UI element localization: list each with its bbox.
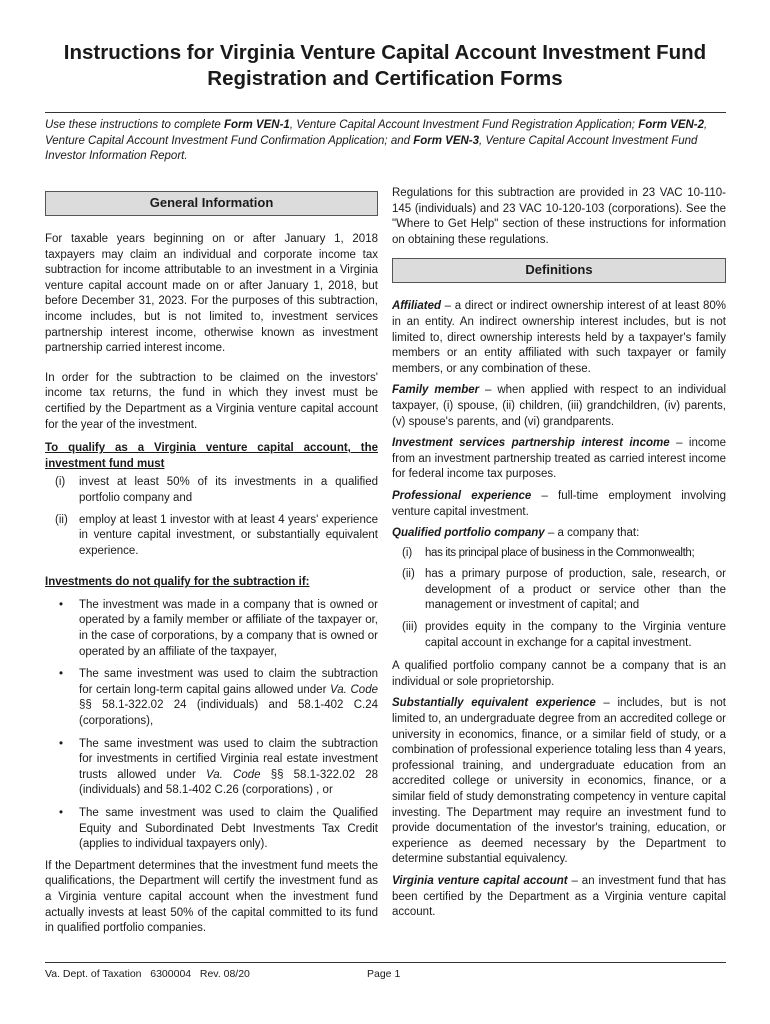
list-item xyxy=(45,667,378,729)
page-number: Page 1 xyxy=(367,968,401,980)
intro-paragraph xyxy=(45,118,726,165)
footer-form-info: Va. Dept. of Taxation 6300004 Rev. 08/20 xyxy=(45,968,250,980)
list-item xyxy=(392,620,726,651)
qpc-list xyxy=(392,546,726,652)
definition-virginia-venture-capital-account: Virginia venture capital account – an investment fund that has been certified by the Department as a Virginia venture capital account. xyxy=(392,874,726,919)
title-divider xyxy=(45,112,726,113)
intro-text: , Venture Capital Account Investment Fund Confirmation Application; and xyxy=(45,119,708,147)
qpc-note: A qualified portfolio company cannot be a company that is an individual or sole proprietorship. xyxy=(392,660,726,688)
bullet-icon: • xyxy=(59,668,64,681)
intro-text: , Venture Capital Account Investment Fund Registration Application; xyxy=(289,119,639,131)
list-text: The investment was made in a company that is owned or operated by a family member or affiliate of the taxpayer or, in the case of corporations, by a company that is owned or operated by an affiliate of the taxpayer, xyxy=(79,598,378,658)
list-item xyxy=(45,475,378,506)
footer-divider xyxy=(45,962,726,963)
definition-professional-experience: Professional experience – full-time employment involving venture capital investment. xyxy=(392,489,727,518)
not-qualify-heading: Investments do not qualify for the subtraction if: xyxy=(45,576,310,589)
list-text: The same investment was used to claim the subtraction for investments in certified Virginia real estate investment trusts allowed under Va. Code §§ 58.1-322.02 28 (individuals) and 58.1-402 C.26 (corporations) , or xyxy=(79,737,378,797)
list-number: (ii) xyxy=(55,513,68,526)
list-text: employ at least 1 investor with at least 4 years' experience in venture capital investment, or substantially equivalent experience. xyxy=(79,513,378,557)
general-paragraph-1: For taxable years beginning on or after January 1, 2018 taxpayers may claim an individual and corporate income tax subtraction for income attributable to an investment in a Virginia venture capital account made on or after January 1, 2018, but before December 31, 2023. For the purposes of this subtraction, income includes, but is not limited to, investment services partnership interest income, otherwise known as investment partnership carried interest income. xyxy=(45,233,378,355)
list-text: invest at least 50% of its investments in a qualified portfolio company and xyxy=(79,476,378,504)
qualify-list xyxy=(45,475,378,559)
list-text: has a primary purpose of production, sale, research, or development of a product or service other than the management or investment of capital; and xyxy=(425,568,726,612)
definition-substantially-equivalent-experience: Substantially equivalent experience – includes, but is not limited to, an undergraduate degree from an accredited college or university in economics, finance, or a similar field of study, or a combination of professional experience totaling less than 4 years, professional training, and undergraduate education from an accredited college or university in economics, finance, or a similar field of study demonstrating competency in venture capital investing. The Department may require an investment fund to provide documentation of the investor's training, education, or experience as deemed necessary by the Department to determine substantial equivalency. xyxy=(392,697,726,866)
general-paragraph-2: In order for the subtraction to be claimed on the investors' income tax returns, the fund in which they invest must be certified by the Department as a Virginia venture capital account for the year of the investment. xyxy=(45,371,378,431)
list-item xyxy=(45,737,378,799)
definition-investment-services: Investment services partnership interest income – income from an investment partnership treated as carried interest income for federal income tax purposes. xyxy=(392,437,726,481)
form-ven-1-ref: Form VEN-1 xyxy=(223,119,290,131)
general-information-heading: General Information xyxy=(45,191,378,216)
bullet-icon: • xyxy=(59,598,64,611)
general-paragraph-3: If the Department determines that the investment fund meets the qualifications, the Department will certify the investment fund as a Virginia venture capital account when the investment fund actually invests at least 50% of the capital committed to its fund in qualified portfolio companies. xyxy=(45,859,378,935)
intro-text: Use these instructions to complete xyxy=(45,119,224,131)
list-number: (i) xyxy=(55,476,66,489)
list-item xyxy=(45,806,378,853)
not-qualify-list xyxy=(45,598,378,853)
form-ven-3-ref: Form VEN-3 xyxy=(413,134,480,147)
bullet-icon: • xyxy=(59,807,64,819)
list-number: (iii) xyxy=(402,621,418,634)
list-item xyxy=(45,598,378,660)
qualify-heading: To qualify as a Virginia venture capital account, the investment fund must xyxy=(45,442,378,470)
list-number: (i) xyxy=(402,546,413,559)
list-text: The same investment was used to claim the subtraction for certain long-term capital gains allowed under Va. Code §§ 58.1-322.02 24 (individuals) and 58.1-402 C.24 (corporations), xyxy=(79,668,378,728)
definitions-heading: Definitions xyxy=(392,258,726,283)
list-item xyxy=(45,513,378,560)
list-item xyxy=(392,546,726,562)
list-text: provides equity in the company to the Virginia venture capital account in exchange for a capital investment. xyxy=(425,621,726,649)
page-title: Instructions for Virginia Venture Capital Account Investment Fund Registration and Certification Forms xyxy=(63,41,707,90)
definition-qualified-portfolio-company: Qualified portfolio company – a company that: xyxy=(392,527,640,540)
intro-text: , Venture Capital Account Investment Fund Investor Information Report. xyxy=(45,134,698,162)
definition-affiliated: Affiliated – a direct or indirect ownership interest of at least 80% in an entity. An indirect ownership interest includes, but is not limited to, direct ownership interests held by a taxpayer's family members or an entity affiliated with such taxpayer or family members, or any combination of these. xyxy=(392,300,726,375)
list-text: has its principal place of business in the Commonwealth; xyxy=(425,546,695,559)
list-number: (ii) xyxy=(402,568,415,581)
left-column xyxy=(45,186,378,937)
list-text: The same investment was used to claim the Qualified Equity and Subordinated Debt Investments Tax Credit (applies to individual taxpayers only). xyxy=(79,807,378,851)
bullet-icon: • xyxy=(59,737,64,750)
form-ven-2-ref: Form VEN-2 xyxy=(638,119,705,131)
right-column xyxy=(392,186,726,921)
definition-family-member: Family member – when applied with respect to an individual taxpayer, (i) spouse, (ii) children, (iii) grandchildren, (iv) parents, (v) spouse's parents, and (vi) grandparents. xyxy=(392,384,727,428)
regulations-paragraph: Regulations for this subtraction are provided in 23 VAC 10-110-145 (individuals) and 23 VAC 10-120-103 (corporations). See the "Where to Get Help" section of these instructions for information on obtaining these regulations. xyxy=(392,187,726,246)
list-item xyxy=(392,567,726,614)
